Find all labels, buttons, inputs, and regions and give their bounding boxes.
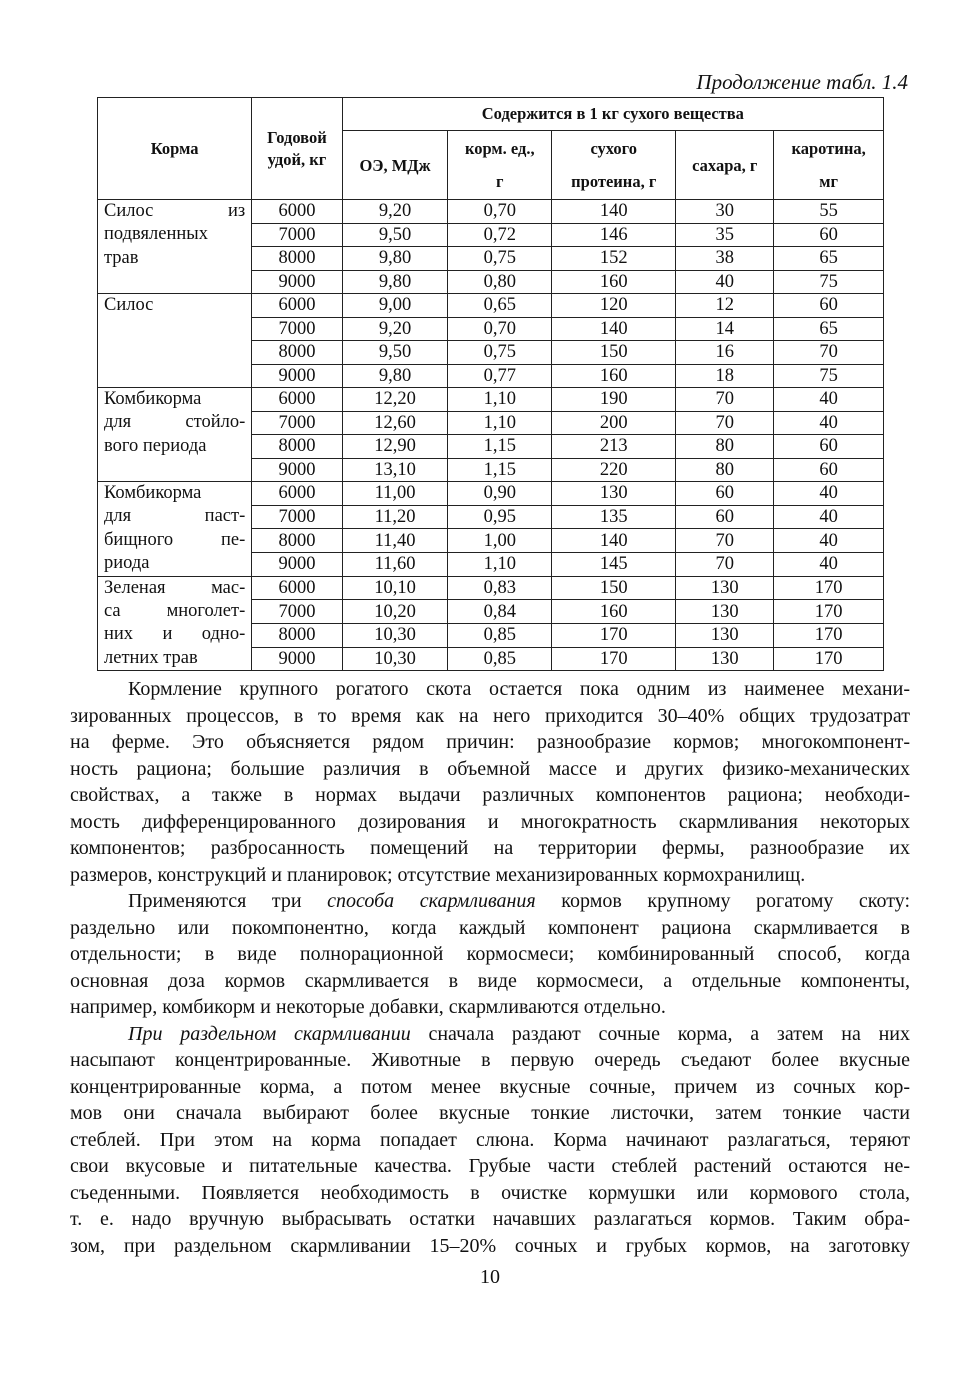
table-row: [98, 294, 884, 318]
table-cell: 0,70: [448, 317, 552, 341]
table-cell: 0,83: [448, 576, 552, 600]
italic-term: способа скармливания: [327, 890, 536, 912]
table-cell: 140: [552, 317, 676, 341]
text-segment: зом, при раздельном скармливании 15–20% сочных и грубых кормов, на заготовку: [70, 1234, 910, 1257]
table-cell: 0,72: [448, 223, 552, 247]
table-cell: 0,80: [448, 270, 552, 294]
table-cell: 9,20: [342, 200, 448, 224]
table-cell: 8000: [252, 529, 342, 553]
header-group: Содержится в 1 кг сухого вещества: [342, 98, 883, 131]
header-text: каротина,: [791, 139, 866, 158]
table-cell: 130: [552, 482, 676, 506]
table-cell: 7000: [252, 505, 342, 529]
paragraph: [70, 1021, 910, 1260]
table-cell: 130: [676, 576, 774, 600]
text-line: [70, 915, 910, 942]
text-segment: насыпают концентрированные. Животные в первую очередь съедают более вкусные: [70, 1049, 910, 1071]
table-cell: 152: [552, 247, 676, 271]
table-cell: 9000: [252, 364, 342, 388]
feed-name-line: Силос из: [104, 201, 246, 221]
table-row: [98, 388, 884, 412]
text-line: [70, 756, 910, 783]
table-cell: 12,60: [342, 411, 448, 435]
table-cell: 12,20: [342, 388, 448, 412]
table-cell: 9,80: [342, 247, 448, 271]
table-cell: 7000: [252, 317, 342, 341]
table-cell: 35: [676, 223, 774, 247]
header-text: мг: [819, 172, 838, 191]
text-segment: ность рациона; большие различия в объемной массе и других физико-механических: [70, 757, 910, 780]
table-cell: 170: [552, 647, 676, 671]
table-cell: 80: [676, 435, 774, 459]
text-line: [70, 1047, 910, 1074]
table-cell: 70: [774, 341, 884, 365]
table-cell: 9,50: [342, 223, 448, 247]
paragraph: [70, 888, 910, 1021]
text-line: [70, 1100, 910, 1127]
table-cell: 1,15: [448, 458, 552, 482]
feed-name-line: них и одно-: [104, 624, 246, 645]
header-yield: [252, 98, 342, 200]
table-cell: 0,75: [448, 341, 552, 365]
table-cell: 11,60: [342, 552, 448, 576]
table-cell: 170: [774, 623, 884, 647]
text-segment: Применяются три: [128, 890, 328, 912]
table-cell: 0,85: [448, 647, 552, 671]
table-cell: 10,10: [342, 576, 448, 600]
table-cell: 8000: [252, 247, 342, 271]
table-cell: 130: [676, 647, 774, 671]
feed-name: [98, 576, 252, 671]
table-cell: 80: [676, 458, 774, 482]
text-segment: на ферме. Это объясняется рядом причин: разнообразие кормов; многокомпонент-: [70, 731, 910, 753]
table-cell: 11,00: [342, 482, 448, 506]
table-cell: 170: [774, 576, 884, 600]
text-segment: основная доза кормов скармливается в виде кормосмеси, а отдельные компоненты,: [70, 969, 910, 992]
table-cell: 120: [552, 294, 676, 318]
table-cell: 60: [774, 223, 884, 247]
header-sugar: сахара, г: [676, 131, 774, 200]
feed-name-line: подвяленных: [104, 224, 208, 245]
paragraph: [70, 676, 910, 888]
table-cell: 8000: [252, 623, 342, 647]
table-cell: 11,40: [342, 529, 448, 553]
table-cell: 75: [774, 364, 884, 388]
text-line: [70, 994, 910, 1021]
text-segment: кормов крупному рогатому скоту:: [535, 890, 910, 912]
feed-name-line: Комбикорма: [104, 483, 202, 503]
body-text: [70, 676, 910, 1259]
table-cell: 30: [676, 200, 774, 224]
table-cell: 0,84: [448, 600, 552, 624]
feed-name-line: вого периода: [104, 435, 207, 456]
text-segment: например, комбикорм и некоторые добавки, скармливаются отдельно.: [70, 996, 666, 1018]
text-segment: раздельно или покомпонентно, когда каждый компонент рациона скармливается в: [70, 916, 910, 939]
text-line: [70, 703, 910, 730]
table-cell: 40: [774, 529, 884, 553]
text-segment: стеблей. При этом на корма попадает слюна. Корма начинают разлагаться, теряют: [70, 1128, 910, 1151]
table-cell: 40: [774, 552, 884, 576]
table-cell: 1,00: [448, 529, 552, 553]
table-cell: 0,70: [448, 200, 552, 224]
text-line: [70, 1206, 910, 1233]
text-segment: свои вкусовые и питательные качества. Грубые части стеблей растений остаются не-: [70, 1155, 910, 1177]
table-cell: 13,10: [342, 458, 448, 482]
feed-name-line: бищного пе-: [104, 529, 246, 550]
table-cell: 130: [676, 600, 774, 624]
table-cell: 60: [774, 435, 884, 459]
text-segment: концентрированные корма, а потом менее вкусные сочные, причем из сочных кор-: [70, 1075, 910, 1098]
table-cell: 10,30: [342, 647, 448, 671]
text-line: [70, 809, 910, 836]
table-cell: 0,75: [448, 247, 552, 271]
table-cell: 0,77: [448, 364, 552, 388]
table-cell: 8000: [252, 435, 342, 459]
table-cell: 40: [774, 411, 884, 435]
feed-nutrition-table: [97, 97, 884, 671]
table-cell: 160: [552, 270, 676, 294]
text-segment: зированных процессов, в то время как на него приходится 30–40% общих трудозатрат: [70, 704, 910, 727]
text-line: [70, 676, 910, 703]
table-row: [98, 576, 884, 600]
table-cell: 9,20: [342, 317, 448, 341]
table-cell: 6000: [252, 294, 342, 318]
table-cell: 190: [552, 388, 676, 412]
table-cell: 150: [552, 576, 676, 600]
header-feed: Корма: [98, 98, 252, 200]
header-oe: ОЭ, МДж: [342, 131, 448, 200]
table-cell: 9000: [252, 552, 342, 576]
italic-term: При раздельном скармливании: [128, 1022, 411, 1045]
text-line: [70, 1153, 910, 1180]
text-line: [70, 862, 910, 889]
header-carotene: [774, 131, 884, 200]
table-cell: 7000: [252, 223, 342, 247]
feed-name-line: для стойло-: [104, 412, 246, 433]
table-cell: 170: [552, 623, 676, 647]
table-cell: 140: [552, 200, 676, 224]
feed-name-line: Силос: [104, 295, 154, 315]
table-cell: 60: [676, 482, 774, 506]
table-cell: 9000: [252, 458, 342, 482]
feed-name-line: Зеленая мас-: [104, 577, 246, 598]
header-feed-units: [448, 131, 552, 200]
feed-name-line: трав: [104, 247, 139, 268]
text-segment: компонентов; разбросанность помещений на территории фермы, разнообразие их: [70, 837, 910, 859]
table-cell: 12,90: [342, 435, 448, 459]
text-line: [70, 968, 910, 995]
table-cell: 130: [676, 623, 774, 647]
header-text: протеина, г: [571, 172, 657, 191]
text-segment: размеров, конструкций и планировок; отсутствие механизированных кормохранилищ.: [70, 863, 806, 886]
table-cell: 140: [552, 529, 676, 553]
table-cell: 0,85: [448, 623, 552, 647]
table-cell: 70: [676, 388, 774, 412]
table-cell: 135: [552, 505, 676, 529]
table-cell: 1,10: [448, 552, 552, 576]
table-cell: 10,30: [342, 623, 448, 647]
table-cell: 9,00: [342, 294, 448, 318]
table-cell: 70: [676, 411, 774, 435]
feed-name-line: Комбикорма: [104, 389, 202, 409]
table-cell: 9000: [252, 270, 342, 294]
table-cell: 9,80: [342, 270, 448, 294]
header-text: сухого: [590, 139, 638, 158]
table-cell: 14: [676, 317, 774, 341]
header-text: г: [496, 172, 504, 191]
table-cell: 11,20: [342, 505, 448, 529]
table-cell: 150: [552, 341, 676, 365]
table-cell: 40: [774, 482, 884, 506]
text-line: [70, 1074, 910, 1101]
text-line: [70, 1180, 910, 1207]
text-segment: сначала раздают сочные корма, а затем на них: [410, 1022, 910, 1045]
table-cell: 65: [774, 247, 884, 271]
table-cell: 213: [552, 435, 676, 459]
table-cell: 40: [774, 388, 884, 412]
table-cell: 170: [774, 647, 884, 671]
table-cell: 1,10: [448, 411, 552, 435]
table-cell: 40: [774, 505, 884, 529]
feed-name-line: летних трав: [104, 647, 198, 668]
table-row: [98, 200, 884, 224]
table-cell: 16: [676, 341, 774, 365]
table-cell: 145: [552, 552, 676, 576]
table-cell: 0,90: [448, 482, 552, 506]
text-segment: Кормление крупного рогатого скота остается пока одним из наименее механи-: [128, 678, 910, 700]
text-line: [70, 1021, 910, 1048]
text-line: [70, 729, 910, 756]
text-line: [70, 782, 910, 809]
table-cell: 10,20: [342, 600, 448, 624]
table-cell: 9000: [252, 647, 342, 671]
text-line: [70, 888, 910, 915]
table-cell: 18: [676, 364, 774, 388]
feed-name: [98, 294, 252, 388]
table-cell: 75: [774, 270, 884, 294]
table-cell: 70: [676, 529, 774, 553]
header-text: удой, кг: [267, 149, 327, 169]
table-cell: 12: [676, 294, 774, 318]
page-number: 10: [480, 1266, 500, 1288]
header-text: Годовой: [267, 127, 327, 147]
text-segment: отдельности; в виде полнорационной кормосмеси; комбинированный способ, когда: [70, 943, 910, 965]
feed-name: [98, 200, 252, 294]
text-segment: свойствах, а также в нормах выдачи различных компонентов рациона; необходи-: [70, 784, 910, 806]
table-cell: 170: [774, 600, 884, 624]
header-protein: [552, 131, 676, 200]
feed-name-line: са многолет-: [104, 601, 246, 622]
table-cell: 146: [552, 223, 676, 247]
table-cell: 9,80: [342, 364, 448, 388]
text-segment: т. е. надо вручную выбрасывать остатки начавших разлагаться кормов. Таким обра-: [70, 1208, 910, 1230]
feed-name-line: риода: [104, 553, 150, 574]
table-cell: 8000: [252, 341, 342, 365]
feed-name: [98, 482, 252, 577]
table-cell: 60: [676, 505, 774, 529]
table-cell: 1,15: [448, 435, 552, 459]
table-cell: 38: [676, 247, 774, 271]
table-caption: Продолжение табл. 1.4: [696, 70, 908, 94]
text-segment: мов они сначала выбирают более вкусные тонкие листочки, затем тонкие части: [70, 1102, 910, 1124]
table-row: [98, 482, 884, 506]
table-cell: 9,50: [342, 341, 448, 365]
table-cell: 60: [774, 458, 884, 482]
table-cell: 220: [552, 458, 676, 482]
table-cell: 55: [774, 200, 884, 224]
text-line: [70, 835, 910, 862]
table-cell: 6000: [252, 200, 342, 224]
table-cell: 40: [676, 270, 774, 294]
feed-name-line: для паст-: [104, 506, 246, 527]
table-cell: 70: [676, 552, 774, 576]
header-text: корм. ед.,: [464, 139, 535, 158]
table-cell: 7000: [252, 600, 342, 624]
table-cell: 7000: [252, 411, 342, 435]
table-cell: 0,65: [448, 294, 552, 318]
table-cell: 160: [552, 600, 676, 624]
text-line: [70, 941, 910, 968]
table-cell: 6000: [252, 388, 342, 412]
table-cell: 60: [774, 294, 884, 318]
feed-name: [98, 388, 252, 482]
table-cell: 0,95: [448, 505, 552, 529]
text-segment: съеденными. Появляется необходимость в очистке кормушки или кормового стола,: [70, 1181, 910, 1204]
table-cell: 1,10: [448, 388, 552, 412]
table-cell: 65: [774, 317, 884, 341]
table-cell: 200: [552, 411, 676, 435]
table-body: [98, 200, 884, 671]
table-cell: 160: [552, 364, 676, 388]
text-line: [70, 1127, 910, 1154]
table-cell: 6000: [252, 482, 342, 506]
text-segment: мость дифференцированного дозирования и многократность скармливания некоторых: [70, 810, 910, 833]
table-cell: 6000: [252, 576, 342, 600]
text-line: [70, 1233, 910, 1260]
